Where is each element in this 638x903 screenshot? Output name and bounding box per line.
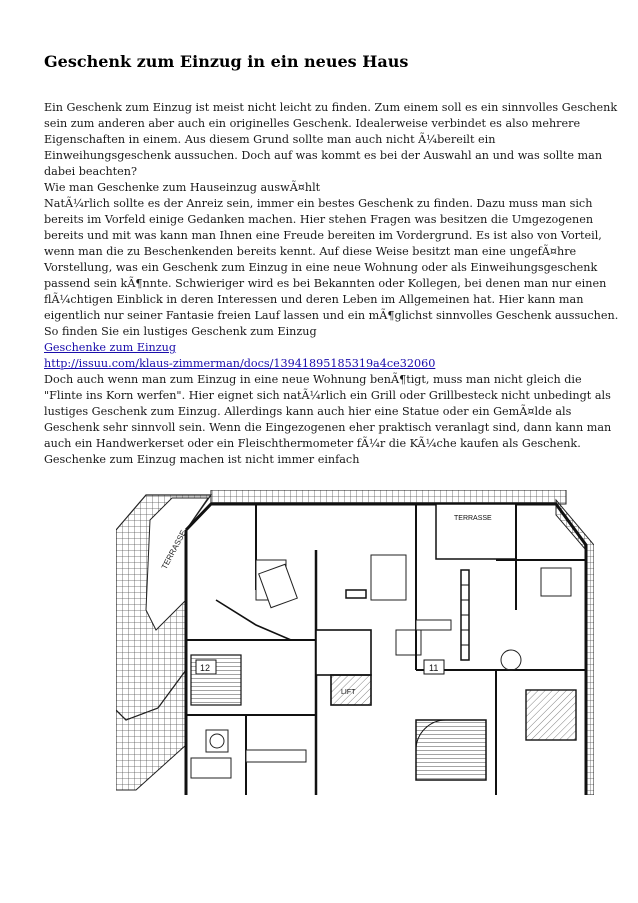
terrace-right-label: TERRASSE bbox=[454, 515, 492, 522]
bed-centre bbox=[371, 555, 406, 600]
kitchen-counter bbox=[246, 750, 306, 762]
paragraph-line: NatÃ¼rlich sollte es der Anreiz sein, immer ein bestes Geschenk zu finden. Dazu muss man sich bbox=[44, 197, 593, 210]
paragraph-line: Eigenschaften in einem. Aus diesem Grund sollte man auch nicht Ã¼bereilt ein bbox=[44, 133, 496, 146]
shelf-divider bbox=[346, 590, 366, 598]
page-title: Geschenk zum Einzug in ein neues Haus bbox=[44, 52, 409, 71]
paragraph-line: bereits im Vorfeld einige Gedanken machen. Hier stehen Fragen was besitzen die Umgezogenen bbox=[44, 213, 594, 226]
bathroom-core bbox=[316, 630, 371, 675]
paragraph-line: passend sein kÃ¶nnte. Schwieriger wird es bei Bekannten oder Kollegen, bei denen man nur einen bbox=[44, 277, 607, 290]
issuu-url-link[interactable]: http://issuu.com/klaus-zimmerman/docs/13941895185319a4ce32060 bbox=[44, 357, 436, 370]
bed-right bbox=[541, 568, 571, 596]
paragraph-line: Ein Geschenk zum Einzug ist meist nicht leicht zu finden. Zum einem soll es ein sinnvolles Geschenk bbox=[44, 101, 618, 114]
gift-link[interactable]: Geschenke zum Einzug bbox=[44, 341, 177, 354]
paragraph-line: "Flinte ins Korn werfen". Hier eignet sich natÃ¼rlich ein Grill oder Grillbesteck nicht unbedingt als bbox=[44, 389, 611, 402]
bathroom-right bbox=[526, 690, 576, 740]
sofa bbox=[396, 630, 421, 655]
table-right bbox=[501, 650, 521, 670]
paragraph-line: Geschenke zum Einzug machen ist nicht immer einfach bbox=[44, 453, 360, 466]
roof-right bbox=[556, 500, 594, 795]
subheading: Wie man Geschenke zum Hauseinzug auswÃ¤hlt bbox=[44, 181, 321, 194]
paragraph-line: Einweihungsgeschenk aussuchen. Doch auf was kommt es bei der Auswahl an und was sollte man bbox=[44, 149, 603, 162]
lift-label: LIFT bbox=[341, 689, 356, 696]
paragraph-line: Doch auch wenn man zum Einzug in eine neue Wohnung benÃ¶tigt, muss man nicht gleich die bbox=[44, 373, 582, 386]
terrace-right bbox=[436, 504, 516, 559]
paragraph-line: lustiges Geschenk zum Einzug. Allerdings kann auch hier eine Statue oder ein GemÃ¤lde als bbox=[44, 405, 572, 418]
roof-top-strip bbox=[211, 490, 566, 504]
paragraph-line: dabei beachten? bbox=[44, 165, 137, 178]
terrace-left-label: TERRASSE bbox=[159, 528, 189, 571]
paragraph-line: Vorstellung, was ein Geschenk zum Einzug in eine neue Wohnung oder als Einweihungsgeschenk bbox=[44, 261, 598, 274]
staircase bbox=[416, 720, 486, 780]
paragraph-line: bereits und mit was kann man Ihnen eine Freude bereiten im Vordergrund. Es ist also von Vorteil, bbox=[44, 229, 602, 242]
paragraph-line: sein zum anderen aber auch ein originelles Geschenk. Idealerweise verbindet es also mehrere bbox=[44, 117, 581, 130]
paragraph-line: Geschenk sehr sinnvoll sein. Wenn die Eingezogenen eher praktisch veranlagt sind, dann kann man bbox=[44, 421, 612, 434]
unit-11-label: 11 bbox=[429, 663, 439, 673]
article-body bbox=[44, 100, 619, 468]
unit-12-label: 12 bbox=[200, 663, 211, 673]
table bbox=[206, 730, 228, 752]
bath bbox=[191, 758, 231, 778]
paragraph-line: So finden Sie ein lustiges Geschenk zum Einzug bbox=[44, 325, 317, 338]
floor-plan-image bbox=[116, 490, 594, 795]
paragraph-line: wenn man die zu Beschenkenden bereits kennt. Auf diese Weise besitzt man eine ungefÃ¤hre bbox=[44, 245, 577, 258]
cabinet bbox=[416, 620, 451, 630]
paragraph-line: auch ein Handwerkerset oder ein Fleischthermometer fÃ¼r die KÃ¼che kaufen als Geschenk. bbox=[44, 437, 581, 450]
paragraph-line: eigentlich nur seiner Fantasie freien Lauf lassen und ein mÃ¶glichst sinnvolles Geschenk aussuchen. bbox=[44, 309, 619, 322]
paragraph-line: flÃ¼chtigen Einblick in deren Interessen und deren Leben im Allgemeinen hat. Hier kann man bbox=[44, 293, 584, 306]
